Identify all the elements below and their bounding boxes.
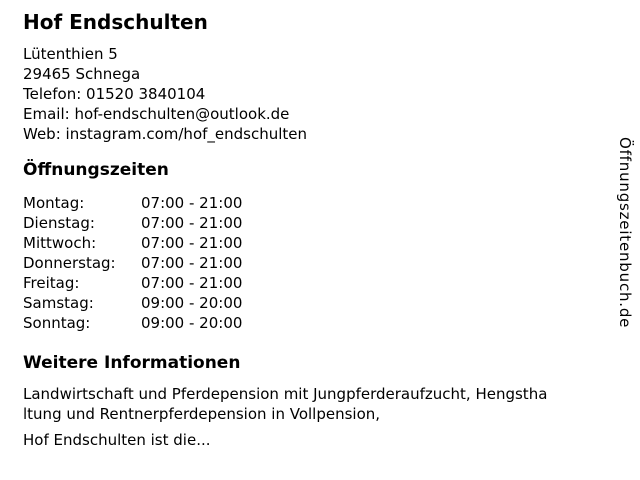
day-label: Freitag:: [23, 274, 80, 292]
time-value: 07:00 - 21:00: [141, 274, 243, 292]
info-heading: Weitere Informationen: [23, 353, 241, 373]
info-paragraph: [23, 384, 640, 450]
day-label: Mittwoch:: [23, 234, 97, 252]
hours-row-sunday: [23, 313, 640, 333]
hours-row-thursday: [23, 253, 640, 273]
time-value: 07:00 - 21:00: [141, 214, 243, 232]
contact-block: [23, 44, 640, 144]
hours-table: [23, 193, 640, 333]
watermark-link[interactable]: Öffnungszeitenbuch.de: [616, 137, 634, 329]
email-line: Email: hof-endschulten@outlook.de: [23, 105, 290, 123]
info-line: Hof Endschulten ist die...: [23, 431, 211, 449]
time-value: 07:00 - 21:00: [141, 254, 243, 272]
hours-heading: Öffnungszeiten: [23, 160, 169, 180]
time-value: 07:00 - 21:00: [141, 194, 243, 212]
time-value: 09:00 - 20:00: [141, 294, 243, 312]
page-title: Hof Endschulten: [23, 10, 208, 34]
web-line: Web: instagram.com/hof_endschulten: [23, 125, 308, 143]
address-street: Lütenthien 5: [23, 45, 118, 63]
hours-row-tuesday: [23, 213, 640, 233]
day-label: Donnerstag:: [23, 254, 116, 272]
time-value: 07:00 - 21:00: [141, 234, 243, 252]
info-line: ltung und Rentnerpferdepension in Vollpension,: [23, 405, 381, 423]
hours-row-wednesday: [23, 233, 640, 253]
day-label: Samstag:: [23, 294, 94, 312]
day-label: Montag:: [23, 194, 85, 212]
hours-row-saturday: [23, 293, 640, 313]
phone-line: Telefon: 01520 3840104: [23, 85, 206, 103]
day-label: Dienstag:: [23, 214, 95, 232]
hours-row-monday: [23, 193, 640, 213]
time-value: 09:00 - 20:00: [141, 314, 243, 332]
info-line: Landwirtschaft und Pferdepension mit Jungpferderaufzucht, Hengstha: [23, 385, 548, 403]
address-city: 29465 Schnega: [23, 65, 141, 83]
hours-row-friday: [23, 273, 640, 293]
day-label: Sonntag:: [23, 314, 91, 332]
